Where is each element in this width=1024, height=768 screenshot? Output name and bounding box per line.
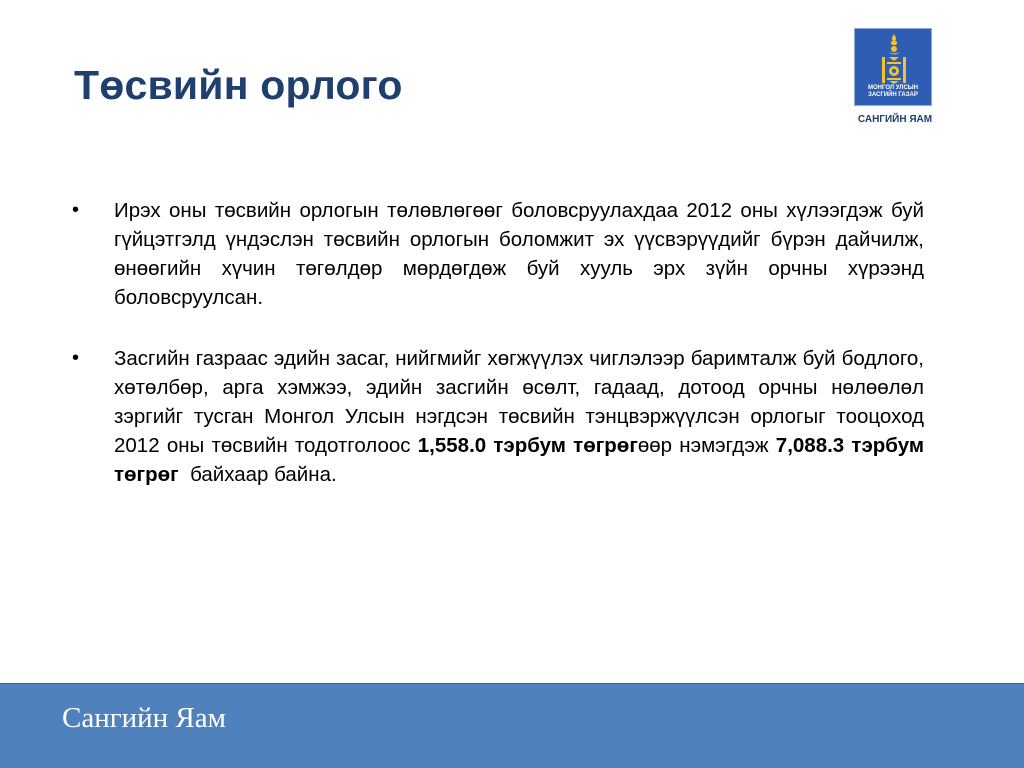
bold-amount: 7,088.3 тэрбум төгрөг (114, 434, 924, 486)
bold-amount: 1,558.0 тэрбум төгрөг (417, 434, 638, 457)
bullet-text (114, 196, 924, 312)
soyombo-emblem-icon (874, 33, 914, 85)
government-logo (854, 28, 932, 106)
text-segment: өөр нэмэгдэж (637, 434, 776, 457)
text-segment: Ирэх оны төсвийн орлогын төлөвлөгөөг боловсруулахдаа 2012 оны хүлээгдэж буй гүйцэтгэлд үндэслэн төсвийн орлогын боломжит эх үүсвэрүүдийг бүрэн дайчилж, өнөөгийн хүчин төгөлдөр мөрдөгдөж буй хууль эрх зүйн орчны хүрээнд боловсруулсан. (114, 199, 924, 309)
text-segment: Засгийн газраас эдийн засаг, нийгмийг хөгжүүлэх чиглэлээр баримталж буй бодлого, хөтөлбөр, арга хэмжээ, эдийн засгийн өсөлт, гадаад, дотоод орчны нөлөөлөл зэргийг тусган Монгол Улсын нэгдсэн төсвийн тэнцвэржүүлсэн орлогыг тооцоход 2012 оны төсвийн тодотголоос (114, 347, 924, 457)
bullet-list (72, 196, 924, 521)
bullet-marker: • (72, 347, 80, 369)
bullet-item (72, 344, 924, 489)
bullet-marker: • (72, 199, 80, 221)
bullet-item (72, 196, 924, 312)
logo-text-line-1: МОНГОЛ УЛСЫН (868, 85, 918, 91)
footer-bar (0, 683, 1024, 768)
text-segment: байхаар байна. (178, 463, 337, 486)
ministry-caption: САНГИЙН ЯАМ (857, 114, 933, 125)
slide-title: Төсвийн орлого (74, 62, 403, 108)
bullet-text (114, 344, 924, 489)
footer-text: Сангийн Яам (62, 702, 227, 734)
logo-text-line-2: ЗАСГИЙН ГАЗАР (868, 92, 918, 98)
